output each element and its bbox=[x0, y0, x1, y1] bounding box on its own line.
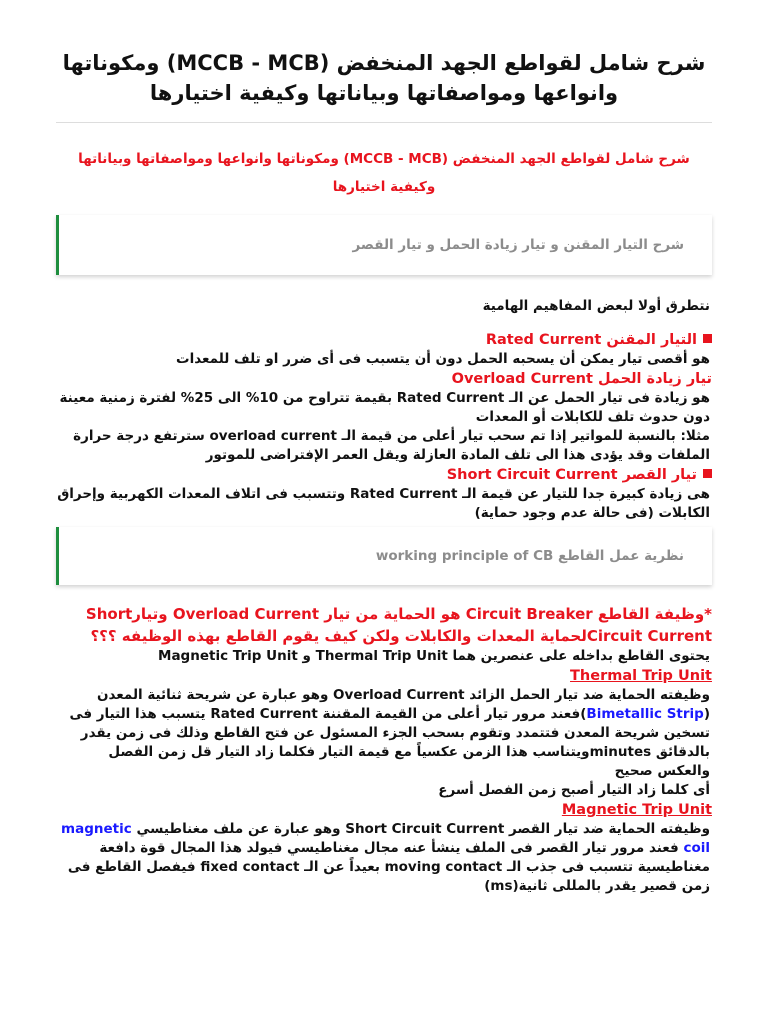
thermal-text-part-a: وظيفته الحماية ضد تيار الحمل الزائد Overload Current وهو عبارة عن شريحة ثنائية المعدن ( bbox=[96, 687, 710, 722]
magnetic-trip-text bbox=[56, 820, 712, 896]
rated-current-heading-label: التيار المقنن Rated Current bbox=[485, 332, 697, 348]
section-heading-currents bbox=[56, 215, 712, 275]
short-circuit-block bbox=[56, 465, 712, 523]
thermal-trip-heading: Thermal Trip Unit bbox=[570, 668, 712, 684]
rated-current-block bbox=[56, 330, 712, 369]
magnetic-trip-heading: Magnetic Trip Unit bbox=[561, 802, 712, 818]
title-divider bbox=[56, 122, 712, 123]
section-heading-working-principle bbox=[56, 527, 712, 585]
short-circuit-heading bbox=[56, 465, 712, 485]
square-bullet-icon bbox=[703, 334, 712, 343]
thermal-trip-text bbox=[56, 686, 712, 781]
overload-current-heading: تيار زيادة الحمل Overload Current bbox=[451, 371, 712, 387]
overload-current-example: مثلا: بالنسبة للمواتير إذا تم سحب تيار أعلى من قيمة الـ overload current سترتفع درجة حرارة الملفات وقد يؤدى هذا الى تلف المادة العازلة ويقل العمر الإفتراضى للموتور bbox=[73, 428, 710, 463]
page-title: شرح شامل لقواطع الجهد المنخفض (MCCB - MCB) ومكوناتها وانواعها ومواصفاتها وبياناتها وكيفية اختيارها bbox=[62, 51, 706, 105]
rated-current-heading bbox=[56, 330, 712, 350]
square-bullet-icon bbox=[703, 469, 712, 478]
red-subtitle: شرح شامل لقواطع الجهد المنخفض (MCCB - MCB) ومكوناتها وانواعها ومواصفاتها وبياناتها وكيفية اختيارها bbox=[78, 151, 690, 195]
magnetic-coil-term: magnetic coil bbox=[61, 821, 710, 856]
intro-text: نتطرق أولا لبعض المفاهيم الهامية bbox=[482, 298, 710, 314]
thermal-text-part-b: )فعند مرور تيار أعلى من القيمة المقننة Rated Current يتسبب هذا التيار فى تسخين شريحة المعدن فتتمدد وتقوم بسحب الجزء المسئول عن فتح القاطع وذلك فى زمن يقدر بالدقائق minutesويتناسب هذا الزمن عكسياً مع قيمة التيار فكلما زاد التيار قل زمن الفصل والعكس صحيح bbox=[69, 706, 710, 779]
short-circuit-text: هى زيادة كبيرة جدا للتيار عن قيمة الـ Rated Current وتتسبب فى اتلاف المعدات الكهربية وإحراق الكابلات (فى حالة عدم وجود حماية) bbox=[57, 486, 710, 521]
overload-current-block bbox=[56, 369, 712, 465]
magnetic-text-part-a: وظيفته الحماية ضد تيار القصر Short Circuit Current وهو عبارة عن ملف مغناطيسي bbox=[131, 821, 710, 837]
article bbox=[56, 0, 712, 896]
section-heading-working-principle-label: نظرية عمل القاطع working principle of CB bbox=[375, 548, 684, 564]
cb-function-question: *وظيفة القاطع Circuit Breaker هو الحماية من تيار Overload Current وتيارShort Circuit Currentلحماية المعدات والكابلات ولكن كيف يقوم القاطع بهذه الوظيفه ؟؟؟ bbox=[85, 605, 712, 645]
thermal-trip-summary: أى كلما زاد التيار أصبح زمن الفصل أسرع bbox=[438, 782, 710, 798]
cb-contains-text: يحتوى القاطع بداخله على عنصرين هما Thermal Trip Unit و Magnetic Trip Unit bbox=[158, 648, 710, 664]
magnetic-text-part-b: فعند مرور تيار القصر فى الملف ينشأ عنه مجال مغناطيسي فيولد هذا المجال قوة دافعة مغناطيسية تتسبب فى جذب الـ moving contact بعيداً عن الـ fixed contact فيفصل القاطع فى زمن قصير يقدر بالمللى ثانية(ms) bbox=[67, 840, 710, 894]
section-heading-currents-label: شرح التيار المقنن و تيار زيادة الحمل و تيار القصر bbox=[352, 237, 684, 253]
short-circuit-heading-label: تيار القصر Short Circuit Current bbox=[446, 467, 697, 483]
rated-current-text: هو أقصى تيار يمكن أن يسحبه الحمل دون أن يتسبب فى أى ضرر او تلف للمعدات bbox=[176, 351, 710, 367]
overload-current-text: هو زيادة فى تيار الحمل عن الـ Rated Current بقيمة تتراوح من 10% الى 25% لفترة زمنية معينة دون حدوث تلف للكابلات أو المعدات bbox=[59, 390, 710, 425]
bimetallic-strip-term: Bimetallic Strip bbox=[586, 706, 704, 722]
magnetic-trip-block bbox=[56, 800, 712, 896]
thermal-trip-block bbox=[56, 666, 712, 800]
